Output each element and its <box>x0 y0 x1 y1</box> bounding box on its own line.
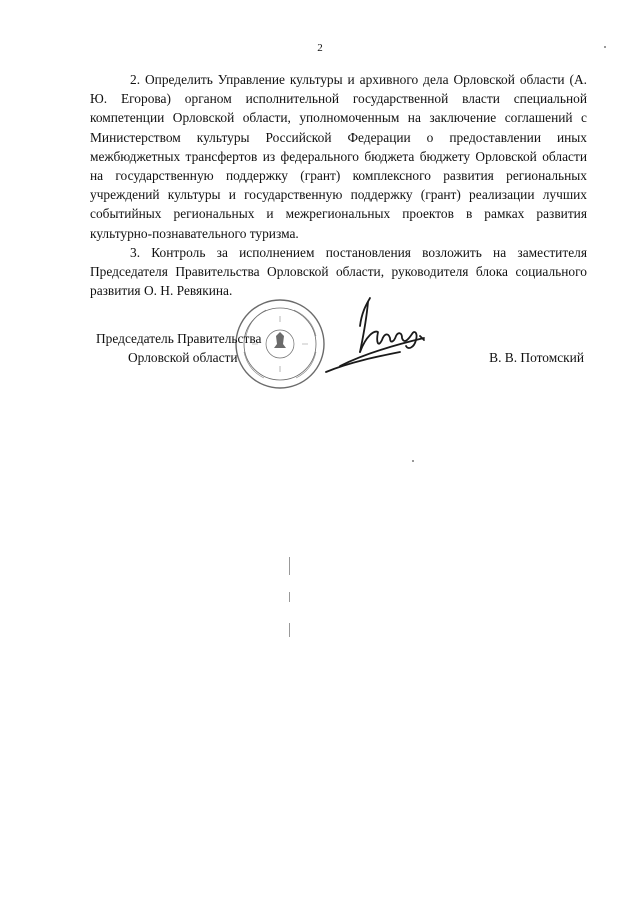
document-body <box>90 70 587 300</box>
official-seal-stamp <box>232 296 328 392</box>
scan-artifact-dot <box>604 46 606 48</box>
scan-artifact-line <box>289 557 290 575</box>
signatory-title-line-2: Орловской области <box>128 350 238 365</box>
paragraph-2: 2. Определить Управление культуры и архивного дела Орловской области (А. Ю. Егорова) органом исполнительной государственной власти специальной компетенции Орловской области, уполномоченным на заключение соглашений с Министерством культуры Российской Федерации о предоставлении иных межбюджетных трансфертов из федерального бюджета бюджету Орловской области на государственную поддержку (грант) комплексного развития региональных учреждений культуры и государственную поддержку (грант) реализации лучших событийных региональных и межрегиональных проектов в рамках развития культурно-познавательного туризма. <box>90 72 587 241</box>
signatory-title-line-1: Председатель Правительства <box>96 331 262 346</box>
scan-artifact-line <box>289 592 290 602</box>
paragraph-3: 3. Контроль за исполнением постановления возложить на заместителя Председателя Правительства Орловской области, руководителя блока социального развития О. Н. Ревякина. <box>90 244 587 299</box>
handwritten-signature <box>320 296 432 378</box>
scan-artifact-line <box>289 623 290 637</box>
page-number: 2 <box>317 42 323 54</box>
scan-artifact-dot <box>412 460 414 462</box>
signatory-name: В. В. Потомский <box>489 350 584 365</box>
